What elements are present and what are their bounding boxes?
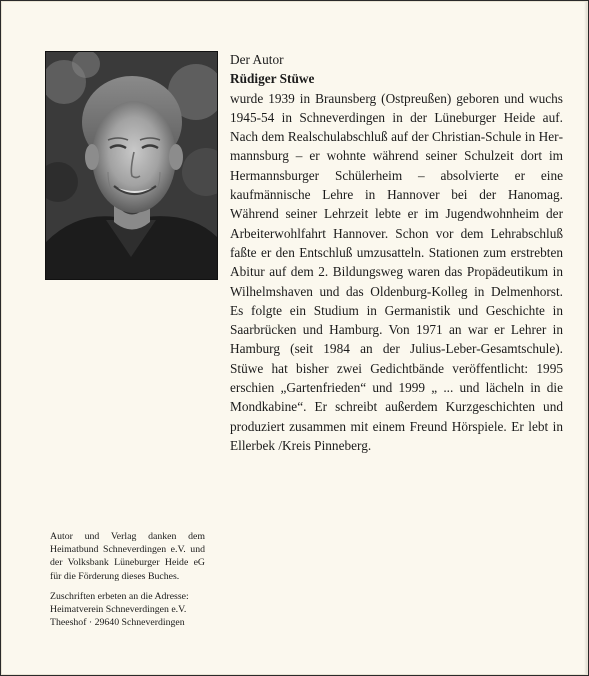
author-bio-column — [230, 50, 563, 455]
author-portrait-photo — [46, 52, 217, 279]
section-heading: Der Autor — [230, 52, 284, 67]
portrait-illustration — [46, 52, 217, 279]
address-street: Theeshof · 29640 Schneverdingen — [50, 617, 185, 629]
contact-address — [50, 590, 205, 630]
address-organization: Heimatverein Schneverdingen e.V. — [50, 604, 187, 616]
address-intro: Zuschriften erbeten an die Adresse: — [50, 590, 189, 602]
acknowledgement-text: Autor und Verlag danken dem Heimatbund Schneverdingen e.V. und der Volksbank Lüneburger Heide eG für die Förderung dieses Buches. — [50, 531, 205, 582]
author-biography: wurde 1939 in Braunsberg (Ostpreußen) geboren und wuchs 1945-54 in Schneverdingen in der Lüneburger Heide auf. Nach dem Realschulabschluß auf der Christian-Schule in Hermannsburg – er wohnte während seiner Schulzeit dort im Hermannsburger Schülerheim – absolvierte er eine kaufmännische Lehre in Hannover bei der Hanomag. Während seiner Lehrzeit lebte er im Jugendwohnheim der Arbeiterwohlfahrt Hannover. Schon vor dem Lehrabschluß faßte er den Entschluß umzusatteln. Stationen zum erstrebten Abitur auf dem 2. Bildungsweg waren das Propädeutikum in Wilhelmshaven und das Oldenburg-Kolleg in Delmenhorst. Es folgte ein Studium in Germanistik und Geschichte in Saarbrücken und Hamburg. Von 1971 an war er Lehrer in Hamburg (seit 1984 an der Julius-Leber-Gesamtschule). Stüwe hat bisher zwei Gedichtbände veröffentlicht: 1995 erschien „Gartenfrieden“ und 1999 „ ... und lächeln in die Mondkabine“. Er schreibt außerdem Kurzgeschichten und produziert zusammen mit einem Freund Hörspiele. Er lebt in Ellerbek /Kreis Pinneberg. — [230, 90, 563, 453]
footer-notes — [50, 530, 205, 629]
page-edge-shadow — [584, 0, 589, 676]
author-name: Rüdiger Stüwe — [230, 71, 315, 87]
